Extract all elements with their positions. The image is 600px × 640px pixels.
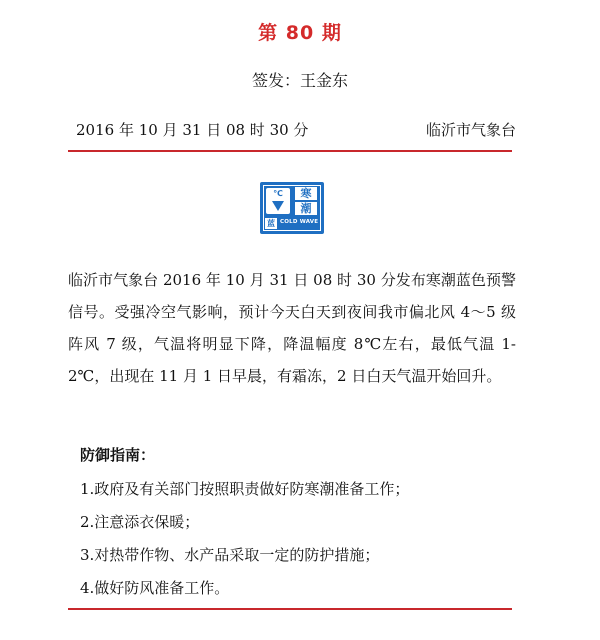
top-red-divider xyxy=(68,150,512,152)
degree-symbol: ℃ xyxy=(273,189,283,198)
cold-wave-blue-warning-icon xyxy=(260,182,324,234)
down-arrow-icon xyxy=(272,201,284,211)
bottom-red-divider xyxy=(68,608,512,610)
signal-char-bottom: 潮 xyxy=(295,202,317,215)
issue-datetime: 2016 年 10 月 31 日 08 时 30 分 xyxy=(76,121,309,139)
signal-char-top: 寒 xyxy=(295,187,317,200)
guidelines-list xyxy=(80,476,409,608)
signal-level: 蓝 xyxy=(267,219,275,228)
signal-characters xyxy=(294,187,318,215)
signal-english-label: COLD WAVE xyxy=(280,219,319,225)
issue-number: 第 80 期 xyxy=(258,22,342,44)
thermometer-panel xyxy=(266,188,290,214)
guideline-item: 3.对热带作物、水产品采取一定的防护措施； xyxy=(80,546,380,564)
guideline-item: 4.做好防风准备工作。 xyxy=(80,579,230,597)
guideline-item: 1.政府及有关部门按照职责做好防寒潮准备工作； xyxy=(80,480,410,498)
guidelines-title: 防御指南： xyxy=(80,446,156,464)
guideline-item: 2.注意添衣保暖； xyxy=(80,513,200,531)
issuing-organization: 临沂市气象台 xyxy=(425,121,516,139)
bulletin-text: 临沂市气象台 2016 年 10 月 31 日 08 时 30 分发布寒潮蓝色预警信号。受强冷空气影响，预计今天白天到夜间我市偏北风 4～5 级阵风 7 级，气温将明显下降，降温幅度 8℃左右，最低气温 1-2℃，出现在 11 月 1 日早晨，有霜冻，2 日白天气温开始回升。 xyxy=(68,271,516,385)
signer-line: 签发：王金东 xyxy=(251,71,348,90)
